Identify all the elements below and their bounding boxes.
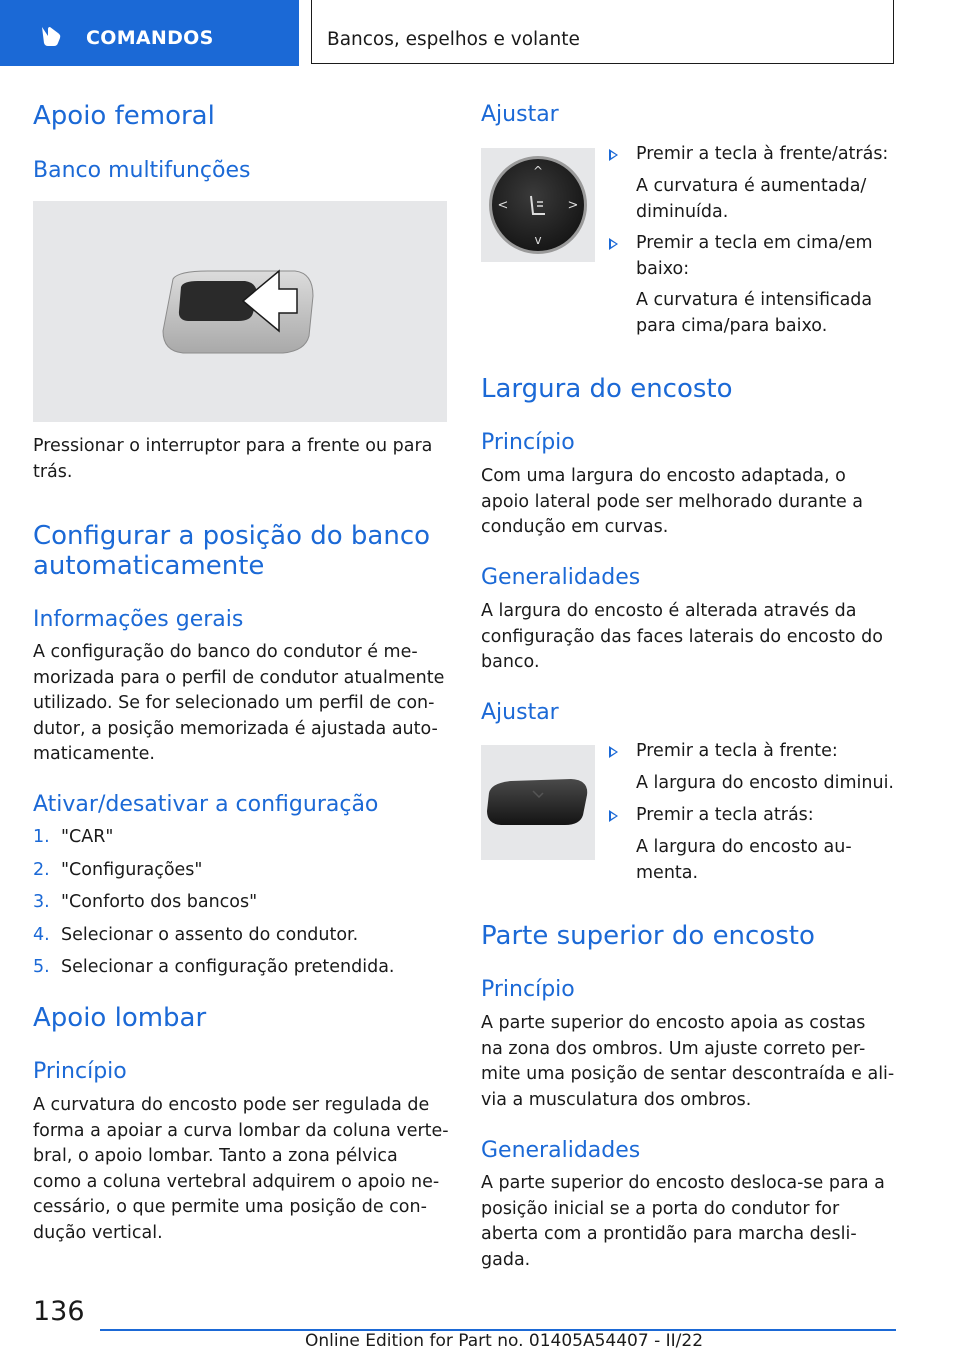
bullet-result-text: A curvatura é intensificada [636, 290, 873, 310]
largura-gen-line: banco. [481, 652, 540, 672]
subheading-ativar-desativar: Ativar/desativar a configuração [33, 792, 379, 817]
subheading-generalidades: Generalidades [481, 565, 641, 590]
bullet-triangle-icon [609, 149, 618, 161]
page-number: 136 [33, 1296, 85, 1327]
subheading-principio: Princípio [33, 1059, 127, 1084]
svg-text:^: ^ [532, 164, 544, 178]
bullet-result-text: menta. [636, 862, 699, 883]
bullet-result-text: para cima/para baixo. [636, 315, 828, 336]
femoral-switch-image [33, 201, 447, 422]
info-text-line: maticamente. [33, 744, 155, 764]
bullet-triangle-icon [609, 238, 618, 250]
bullet-triangle-icon [609, 746, 618, 758]
list-number: 1. [33, 827, 50, 847]
lombar-text-line: como a coluna vertebral adquirem o apoio ne- [33, 1171, 440, 1192]
parte-gen-line: A parte superior do encosto desloca-se para a [481, 1173, 885, 1193]
subheading-banco-multifuncoes: Banco multifunções [33, 158, 251, 183]
parte-gen-line: aberta com a prontidão para marcha desli- [481, 1224, 857, 1244]
heading-parte-superior: Parte superior do encosto [481, 921, 815, 951]
lombar-text-line: A curvatura do encosto pode ser regulada de [33, 1095, 430, 1115]
info-text-line: utilizado. Se for selecionado um perfil de con- [33, 693, 435, 713]
chapter-header [311, 0, 894, 64]
list-number: 5. [33, 957, 50, 977]
width-control-illustration [481, 745, 595, 860]
parte-text-line: A parte superior do encosto apoia as costas [481, 1013, 866, 1033]
heading-apoio-lombar: Apoio lombar [33, 1003, 207, 1033]
hand-pointer-icon [38, 24, 64, 48]
bullet-result-text: diminuída. [636, 201, 729, 222]
list-text: "CAR" [61, 827, 114, 847]
bullet-result-text: A curvatura é aumentada/ [636, 176, 867, 196]
lumbar-control-illustration [481, 148, 595, 262]
subheading-informacoes-gerais: Informações gerais [33, 607, 244, 632]
info-text-line: dutor, a posição memorizada é ajustada auto- [33, 718, 438, 739]
bullet-text: Premir a tecla em cima/em [636, 233, 873, 253]
subheading-principio: Princípio [481, 430, 575, 455]
femoral-text-line: trás. [33, 462, 73, 482]
footer-edition: Online Edition for Part no. 01405A54407 - II/22 [305, 1331, 704, 1351]
section-tab [0, 0, 299, 66]
width-control-image [481, 745, 595, 860]
heading-configurar-posicao: Configurar a posição do banco [33, 521, 431, 551]
heading-configurar-posicao-2: automaticamente [33, 551, 265, 581]
largura-gen-line: configuração das faces laterais do encosto do [481, 626, 883, 647]
list-text: Selecionar o assento do condutor. [61, 924, 359, 945]
bullet-text: Premir a tecla à frente/atrás: [636, 144, 889, 164]
parte-gen-line: posição inicial se a porta do condutor for [481, 1198, 840, 1219]
list-text: "Conforto dos bancos" [61, 892, 258, 912]
svg-text:v: v [534, 233, 542, 247]
list-number: 2. [33, 859, 50, 880]
lombar-text-line: forma a apoiar a curva lombar da coluna verte- [33, 1120, 449, 1141]
parte-text-line: na zona dos ombros. Um ajuste correto per- [481, 1038, 866, 1059]
femoral-switch-illustration [33, 201, 447, 422]
svg-text:<: < [497, 198, 509, 213]
subheading-ajustar: Ajustar [481, 700, 559, 725]
largura-text-line: Com uma largura do encosto adaptada, o [481, 466, 846, 486]
bullet-text: Premir a tecla à frente: [636, 741, 838, 761]
heading-largura-encosto: Largura do encosto [481, 374, 733, 404]
subheading-principio: Princípio [481, 977, 575, 1002]
bullet-text: Premir a tecla atrás: [636, 805, 814, 825]
info-text-line: morizada para o perfil de condutor atualmente [33, 667, 445, 688]
chapter-title: Bancos, espelhos e volante [327, 29, 580, 50]
bullet-text-cont: baixo: [636, 258, 690, 279]
largura-text-line: condução em curvas. [481, 517, 669, 537]
lombar-text-line: dução vertical. [33, 1222, 163, 1243]
lombar-text-line: bral, o apoio lombar. Tanto a zona pélvica [33, 1146, 398, 1166]
section-label: COMANDOS [86, 27, 214, 49]
list-text: Selecionar a configuração pretendida. [61, 957, 395, 977]
bullet-triangle-icon [609, 810, 618, 822]
bullet-result-text: A largura do encosto au- [636, 837, 852, 857]
lombar-text-line: cessário, o que permite uma posição de con- [33, 1197, 427, 1217]
svg-text:>: > [567, 198, 579, 213]
lumbar-control-image [481, 148, 595, 262]
parte-text-line: via a musculatura dos ombros. [481, 1089, 752, 1110]
largura-text-line: apoio lateral pode ser melhorado durante a [481, 491, 864, 512]
largura-gen-line: A largura do encosto é alterada através da [481, 601, 857, 621]
subheading-generalidades: Generalidades [481, 1138, 641, 1163]
list-text: "Configurações" [61, 859, 203, 880]
bullet-result-text: A largura do encosto diminui. [636, 773, 894, 793]
info-text-line: A configuração do banco do condutor é me- [33, 642, 418, 662]
subheading-ajustar: Ajustar [481, 102, 559, 127]
list-number: 3. [33, 892, 50, 912]
list-number: 4. [33, 924, 50, 945]
parte-gen-line: gada. [481, 1249, 531, 1270]
heading-apoio-femoral: Apoio femoral [33, 101, 215, 131]
femoral-text-line: Pressionar o interruptor para a frente ou para [33, 436, 433, 456]
parte-text-line: mite uma posição de sentar descontraída e ali- [481, 1064, 895, 1084]
